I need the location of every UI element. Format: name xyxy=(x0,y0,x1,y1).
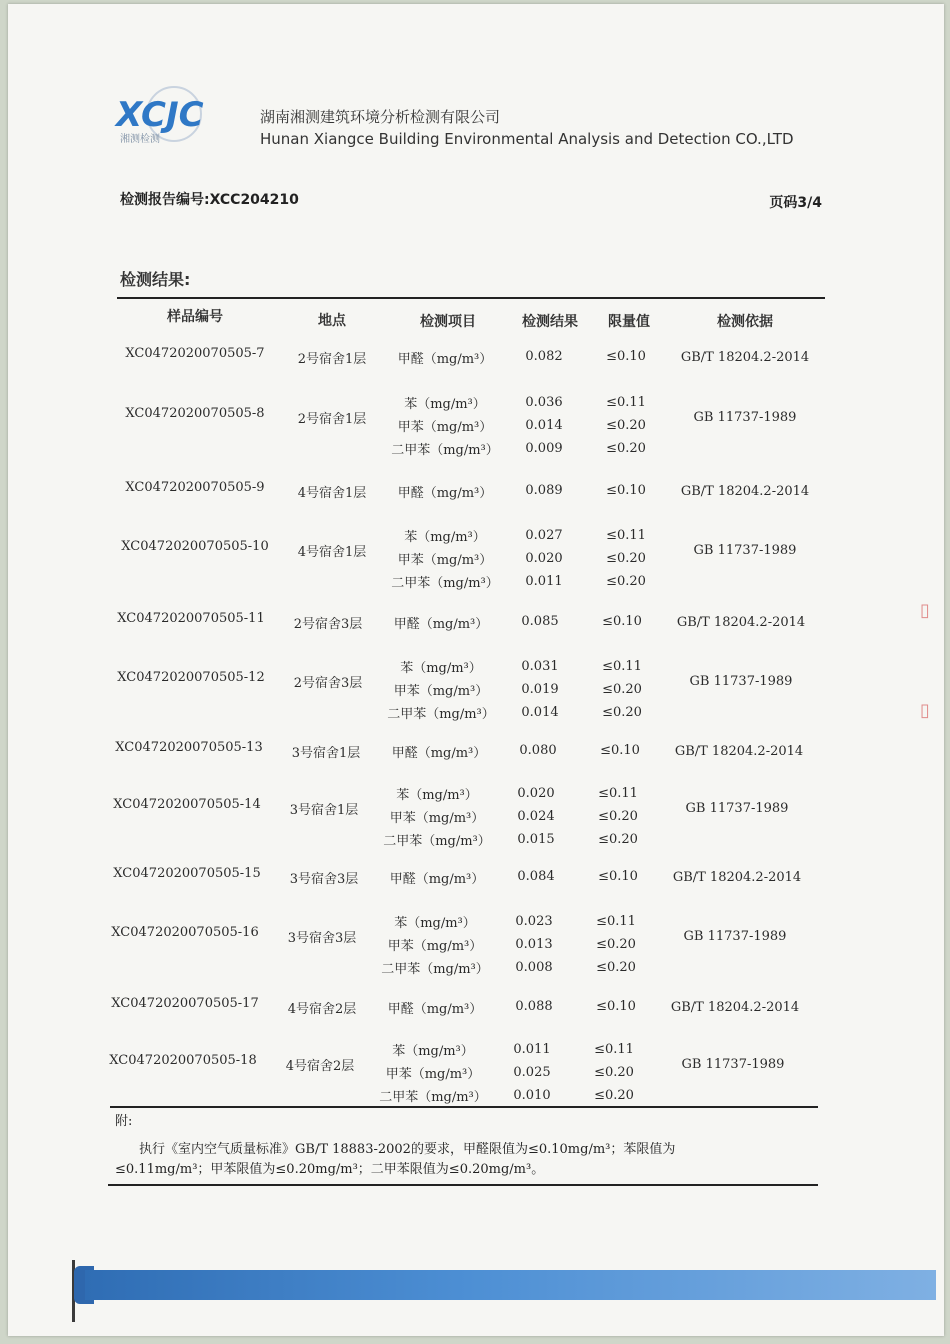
sample-id: XC0472020070505-16 xyxy=(111,925,259,940)
test-item: 甲苯（mg/m³） xyxy=(397,420,493,435)
sample-location: 2号宿舍3层 xyxy=(293,617,363,632)
limit-value: ≤0.10 xyxy=(606,483,646,498)
table-top-rule xyxy=(117,297,825,299)
stamp-fragment: ▯ xyxy=(920,600,930,621)
notes-bottom-rule xyxy=(108,1184,818,1186)
test-result: 0.014 xyxy=(521,705,559,720)
test-result: 0.089 xyxy=(525,483,563,498)
sample-location: 3号宿舍3层 xyxy=(287,931,357,946)
test-result: 0.020 xyxy=(517,786,555,801)
test-item: 二甲苯（mg/m³） xyxy=(391,443,499,458)
sample-location: 3号宿舍3层 xyxy=(289,872,359,887)
sample-id: XC0472020070505-11 xyxy=(117,611,265,626)
limit-value: ≤0.20 xyxy=(598,832,638,847)
test-basis: GB/T 18204.2-2014 xyxy=(680,350,810,365)
sample-location: 2号宿舍1层 xyxy=(297,412,367,427)
test-result: 0.027 xyxy=(525,528,563,543)
limit-value: ≤0.11 xyxy=(598,786,638,801)
test-item: 苯（mg/m³） xyxy=(394,916,476,931)
test-basis: GB/T 18204.2-2014 xyxy=(676,615,806,630)
test-result: 0.036 xyxy=(525,395,563,410)
test-item: 二甲苯（mg/m³） xyxy=(391,576,499,591)
limit-value: ≤0.10 xyxy=(596,999,636,1014)
sample-location: 4号宿舍2层 xyxy=(287,1002,357,1017)
test-basis: GB/T 18204.2-2014 xyxy=(674,744,804,759)
test-result: 0.085 xyxy=(521,614,559,629)
test-item: 甲苯（mg/m³） xyxy=(389,811,485,826)
test-result: 0.010 xyxy=(513,1088,551,1103)
test-result: 0.019 xyxy=(521,682,559,697)
sample-location: 4号宿舍1层 xyxy=(297,486,367,501)
test-result: 0.013 xyxy=(515,937,553,952)
sample-id: XC0472020070505-9 xyxy=(125,480,265,495)
test-result: 0.080 xyxy=(519,743,557,758)
notes-label: 附: xyxy=(115,1114,133,1129)
sample-location: 2号宿舍1层 xyxy=(297,352,367,367)
test-item: 苯（mg/m³） xyxy=(404,530,486,545)
sample-location: 3号宿舍1层 xyxy=(289,803,359,818)
limit-value: ≤0.10 xyxy=(600,743,640,758)
limit-value: ≤0.20 xyxy=(594,1088,634,1103)
limit-value: ≤0.10 xyxy=(598,869,638,884)
limit-value: ≤0.11 xyxy=(602,659,642,674)
col-head-result: 检测结果 xyxy=(522,314,578,330)
company-name-en: Hunan Xiangce Building Environmental Analysis and Detection CO.,LTD xyxy=(260,130,794,148)
test-item: 甲醛（mg/m³） xyxy=(397,486,493,501)
test-item: 苯（mg/m³） xyxy=(396,788,478,803)
sample-id: XC0472020070505-14 xyxy=(113,797,261,812)
notes-text: 执行《室内空气质量标准》GB/T 18883-2002的要求，甲醛限值为≤0.10mg/m³；苯限值为≤0.11mg/m³；甲苯限值为≤0.20mg/m³；二甲苯限值为≤0.20mg/m³。 xyxy=(115,1142,676,1177)
test-item: 甲醛（mg/m³） xyxy=(389,872,485,887)
stamp-fragment: ▯ xyxy=(920,700,930,721)
test-basis: GB 11737-1989 xyxy=(693,410,797,425)
sample-id: XC0472020070505-12 xyxy=(117,670,265,685)
limit-value: ≤0.11 xyxy=(606,528,646,543)
test-item: 甲苯（mg/m³） xyxy=(385,1067,481,1082)
limit-value: ≤0.20 xyxy=(606,574,646,589)
limit-value: ≤0.11 xyxy=(594,1042,634,1057)
limit-value: ≤0.11 xyxy=(606,395,646,410)
test-result: 0.011 xyxy=(513,1042,551,1057)
test-result: 0.082 xyxy=(525,349,563,364)
test-item: 苯（mg/m³） xyxy=(392,1044,474,1059)
logo-wordmark: XCJC xyxy=(116,95,204,135)
test-result: 0.084 xyxy=(517,869,555,884)
col-head-basis: 检测依据 xyxy=(717,314,773,330)
test-result: 0.011 xyxy=(525,574,563,589)
test-result: 0.015 xyxy=(517,832,555,847)
sample-location: 4号宿舍2层 xyxy=(285,1059,355,1074)
test-result: 0.025 xyxy=(513,1065,551,1080)
test-basis: GB/T 18204.2-2014 xyxy=(670,1000,800,1015)
sample-location: 2号宿舍3层 xyxy=(293,676,363,691)
test-result: 0.031 xyxy=(521,659,559,674)
limit-value: ≤0.20 xyxy=(602,705,642,720)
test-basis: GB 11737-1989 xyxy=(693,543,797,558)
test-item: 二甲苯（mg/m³） xyxy=(383,834,491,849)
letterhead xyxy=(112,86,812,156)
test-basis: GB/T 18204.2-2014 xyxy=(672,870,802,885)
col-head-location: 地点 xyxy=(318,313,346,329)
test-item: 二甲苯（mg/m³） xyxy=(381,962,489,977)
test-item: 甲醛（mg/m³） xyxy=(391,746,487,761)
limit-value: ≤0.20 xyxy=(602,682,642,697)
test-item: 甲苯（mg/m³） xyxy=(397,553,493,568)
test-result: 0.008 xyxy=(515,960,553,975)
limit-value: ≤0.20 xyxy=(596,937,636,952)
limit-value: ≤0.20 xyxy=(606,441,646,456)
table-bottom-rule xyxy=(110,1106,818,1108)
sample-location: 3号宿舍1层 xyxy=(291,746,361,761)
test-result: 0.023 xyxy=(515,914,553,929)
sample-id: XC0472020070505-7 xyxy=(125,346,265,361)
test-result: 0.014 xyxy=(525,418,563,433)
col-head-limit: 限量值 xyxy=(608,314,650,330)
company-name-cn: 湖南湘测建筑环境分析检测有限公司 xyxy=(260,108,501,126)
test-basis: GB 11737-1989 xyxy=(683,929,787,944)
test-basis: GB 11737-1989 xyxy=(681,1057,785,1072)
sample-location: 4号宿舍1层 xyxy=(297,545,367,560)
logo-subtext: 湘测检测 xyxy=(120,134,160,145)
limit-value: ≤0.20 xyxy=(596,960,636,975)
limit-value: ≤0.20 xyxy=(606,551,646,566)
test-item: 二甲苯（mg/m³） xyxy=(379,1090,487,1105)
test-basis: GB 11737-1989 xyxy=(685,801,789,816)
sample-id: XC0472020070505-18 xyxy=(109,1053,257,1068)
test-item: 甲醛（mg/m³） xyxy=(397,352,493,367)
limit-value: ≤0.20 xyxy=(598,809,638,824)
page-number: 页码3/4 xyxy=(769,195,822,211)
sample-id: XC0472020070505-8 xyxy=(125,406,265,421)
test-result: 0.088 xyxy=(515,999,553,1014)
report-number: 检测报告编号:XCC204210 xyxy=(120,192,299,208)
company-logo xyxy=(112,86,240,152)
sample-id: XC0472020070505-15 xyxy=(113,866,261,881)
limit-value: ≤0.10 xyxy=(606,349,646,364)
test-item: 甲醛（mg/m³） xyxy=(387,1002,483,1017)
limit-value: ≤0.11 xyxy=(596,914,636,929)
col-head-sample: 样品编号 xyxy=(167,309,223,325)
col-head-item: 检测项目 xyxy=(420,314,476,330)
test-item: 苯（mg/m³） xyxy=(404,397,486,412)
sample-id: XC0472020070505-17 xyxy=(111,996,259,1011)
test-result: 0.009 xyxy=(525,441,563,456)
test-basis: GB/T 18204.2-2014 xyxy=(680,484,810,499)
test-result: 0.020 xyxy=(525,551,563,566)
limit-value: ≤0.20 xyxy=(594,1065,634,1080)
test-item: 甲苯（mg/m³） xyxy=(387,939,483,954)
limit-value: ≤0.10 xyxy=(602,614,642,629)
limit-value: ≤0.20 xyxy=(606,418,646,433)
section-title: 检测结果: xyxy=(120,270,191,289)
sample-id: XC0472020070505-10 xyxy=(121,539,269,554)
test-item: 甲苯（mg/m³） xyxy=(393,684,489,699)
test-item: 苯（mg/m³） xyxy=(400,661,482,676)
test-result: 0.024 xyxy=(517,809,555,824)
sample-id: XC0472020070505-13 xyxy=(115,740,263,755)
test-item: 二甲苯（mg/m³） xyxy=(387,707,495,722)
footer-bar xyxy=(85,1270,936,1300)
test-item: 甲醛（mg/m³） xyxy=(393,617,489,632)
test-basis: GB 11737-1989 xyxy=(689,674,793,689)
